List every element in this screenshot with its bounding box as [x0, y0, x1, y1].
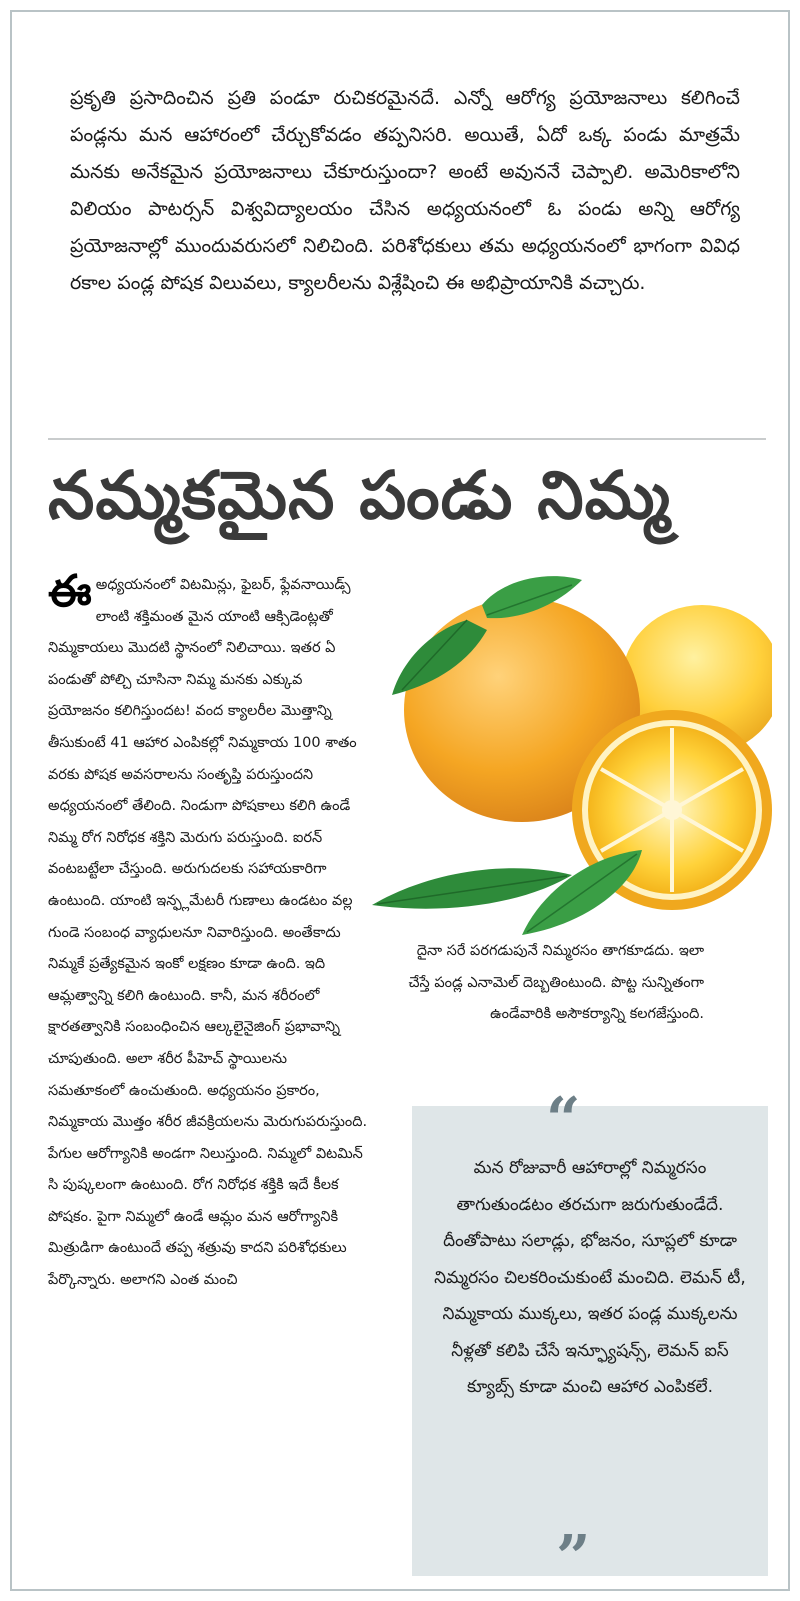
body-column — [48, 566, 368, 1297]
caption-text: దైనా సరే పరగడుపునే నిమ్మరసం తాగకూడదు. ఇలా చేస్తే పండ్ల ఎనామెల్ దెబ్బతింటుంది. పొట్ట సున్నితంగా ఉండేవారికి అసౌకర్యాన్ని కలగజేస్తుంది. — [408, 943, 704, 1023]
leaf-bottom-left — [372, 868, 572, 909]
pull-quote-text: మన రోజువారీ ఆహారాల్లో నిమ్మరసం తాగుతుండటం తరచుగా జరుగుతుండేదే. దీంతోపాటు సలాడ్లు, భోజనం, సూప్లలో కూడా నిమ్మరసం చిలకరించుకుంటే మంచిది. లెమన్ టీ, నిమ్మకాయ ముక్కలు, ఇతర పండ్ల ముక్కలను నీళ్లతో కలిపి చేసే ఇన్ఫ్యూషన్స్, లెమన్ ఐస్ క్యూబ్స్ కూడా మంచి ఆహార ఎంపికలే. — [434, 1158, 746, 1397]
divider — [48, 438, 766, 440]
lemon-illustration — [372, 560, 772, 940]
body-text: అధ్యయనంలో విటమిన్లు, ఫైబర్, ఫ్లేవనాయిడ్స్ లాంటి శక్తిమంత మైన యాంటి ఆక్సిడెంట్లతో నిమ్మకాయలు మొదటి స్థానంలో నిలిచాయి. ఇతర ఏ పండుతో పోల్చి చూసినా నిమ్మ మనకు ఎక్కువ ప్రయోజనం కలిగిస్తుందట! వంద క్యాలరీల మొత్తాన్ని తీసుకుంటే 41 ఆహార ఎంపికల్లో నిమ్మకాయ 100 శాతం వరకు పోషక అవసరాలను సంతృప్తి పరుస్తుందని అధ్యయనంలో తేలింది. నిండుగా పోషకాలు కలిగి ఉండే నిమ్మ రోగ నిరోధక శక్తిని మెరుగు పరుస్తుంది. ఐరన్ వంటబట్టేలా చేస్తుంది. అరుగుదలకు సహాయకారిగా ఉంటుంది. యాంటి ఇన్ఫ్లమేటరీ గుణాలు ఉండటం వల్ల గుండె సంబంధ వ్యాధులనూ నివారిస్తుంది. అంతేకాదు నిమ్మకే ప్రత్యేకమైన ఇంకో లక్షణం కూడా ఉంది. ఇది ఆమ్లత్వాన్ని కలిగి ఉంటుంది. కానీ, మన శరీరంలో క్షారతత్వానికి సంబంధించిన ఆల్కలైనైజింగ్ ప్రభావాన్ని చూపుతుంది. అలా శరీర పీహెచ్ స్థాయిలను సమతూకంలో ఉంచుతుంది. అధ్యయనం ప్రకారం, నిమ్మకాయ మొత్తం శరీర జీవక్రియలను మెరుగుపరుస్తుంది. పేగుల ఆరోగ్యానికి అండగా నిలుస్తుంది. నిమ్మలో విటమిన్ సి పుష్కలంగా ఉంటుంది. రోగ నిరోధక శక్తికి ఇదే కీలక పోషకం. పైగా నిమ్మలో ఉండే ఆమ్లం మన ఆరోగ్యానికి మిత్రుడిగా ఉంటుందే తప్ప శత్రువు కాదని పరిశోధకులు పేర్కొన్నారు. అలాగని ఎంత మంచి — [48, 577, 368, 1289]
quote-open-icon: “ — [546, 1085, 581, 1155]
quote-close-icon: ” — [556, 1523, 591, 1593]
headline: నమ్మకమైన పండు నిమ్మ — [48, 457, 671, 534]
intro-paragraph: ప్రకృతి ప్రసాదించిన ప్రతి పండూ రుచికరమైనదే. ఎన్నో ఆరోగ్య ప్రయోజనాలు కలిగించే పండ్లను మన ఆహారంలో చేర్చుకోవడం తప్పనిసరి. అయితే, ఏదో ఒక్క పండు మాత్రమే మనకు అనేకమైన ప్రయోజనాలు చేకూరుస్తుందా? అంటే అవుననే చెప్పాలి. అమెరికాలోని విలియం పాటర్సన్ విశ్వవిద్యాలయం చేసిన అధ్యయనంలో ఓ పండు అన్ని ఆరోగ్య ప్రయోజనాల్లో ముందువరుసలో నిలిచింది. పరిశోధకులు తమ అధ్యయనంలో భాగంగా వివిధ రకాల పండ్ల పోషక విలువలు, క్యాలరీలను విశ్లేషించి ఈ అభిప్రాయానికి వచ్చారు. — [70, 87, 740, 294]
drop-cap: ఈ — [48, 566, 92, 617]
